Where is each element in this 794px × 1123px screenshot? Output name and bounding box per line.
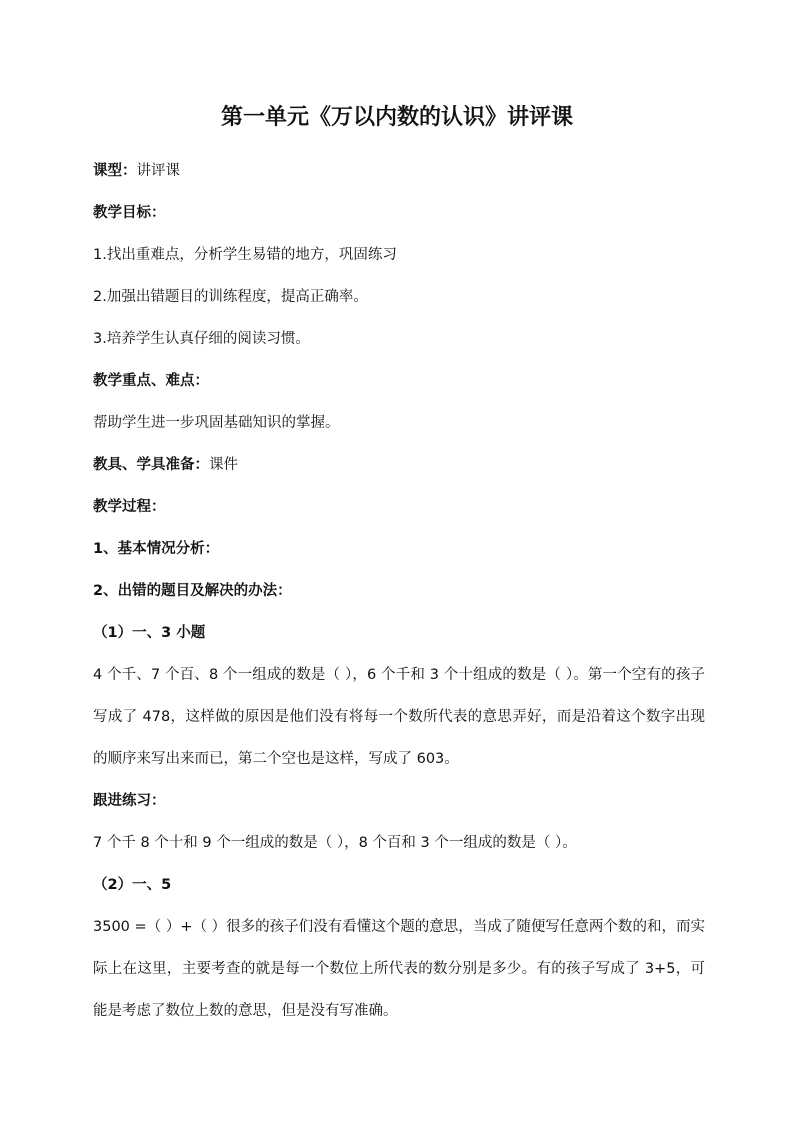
- item2-text: 3500 =（ ）+（ ）很多的孩子们没有看懂这个题的意思，当成了随便写任意两个数的和，而实际上在这里，主要考查的就是每一个数位上所代表的数分别是多少。有的孩子写成了 3+5，可能是考虑了数位上数的意思，但是没有写准确。: [93, 919, 705, 1019]
- followup-heading: 跟进练习：: [93, 793, 166, 809]
- course-type-value: 讲评课: [136, 163, 180, 179]
- process-step-2: 2、出错的题目及解决的办法：: [93, 583, 292, 599]
- objective-item-2: 2.加强出错题目的训练程度，提高正确率。: [93, 289, 368, 305]
- process-step-1: 1、基本情况分析：: [93, 541, 220, 557]
- item1-text: 4 个千、7 个百、8 个一组成的数是（ ），6 个千和 3 个十组成的数是（ ）。第一个空有的孩子写成了 478，这样做的原因是他们没有将每一个数所代表的意思弄好，而是沿着这个数字出现的顺序来写出来而已，第二个空也是这样，写成了 603。: [93, 667, 705, 767]
- process-heading: 教学过程：: [93, 499, 166, 515]
- objective-item-1: 1.找出重难点，分析学生易错的地方，巩固练习: [93, 247, 397, 263]
- objective-item-3: 3.培养学生认真仔细的阅读习惯。: [93, 331, 310, 347]
- materials-line: [93, 444, 705, 486]
- materials-label: 教具、学具准备：: [93, 457, 209, 473]
- course-type-label: 课型：: [93, 163, 137, 179]
- item1-heading: （1）一、3 小题: [93, 625, 206, 641]
- course-type-line: [93, 150, 705, 192]
- document-title: 第一单元《万以内数的认识》讲评课: [220, 105, 573, 130]
- key-points-text: 帮助学生进一步巩固基础知识的掌握。: [93, 415, 340, 431]
- materials-value: 课件: [209, 457, 238, 473]
- item2-heading: （2）一、5: [93, 877, 172, 893]
- document-body: [93, 150, 705, 1032]
- followup-text: 7 个千 8 个十和 9 个一组成的数是（ ），8 个百和 3 个一组成的数是（ ）。: [93, 835, 577, 851]
- objectives-heading: 教学目标：: [93, 205, 166, 221]
- key-points-heading: 教学重点、难点：: [93, 373, 209, 389]
